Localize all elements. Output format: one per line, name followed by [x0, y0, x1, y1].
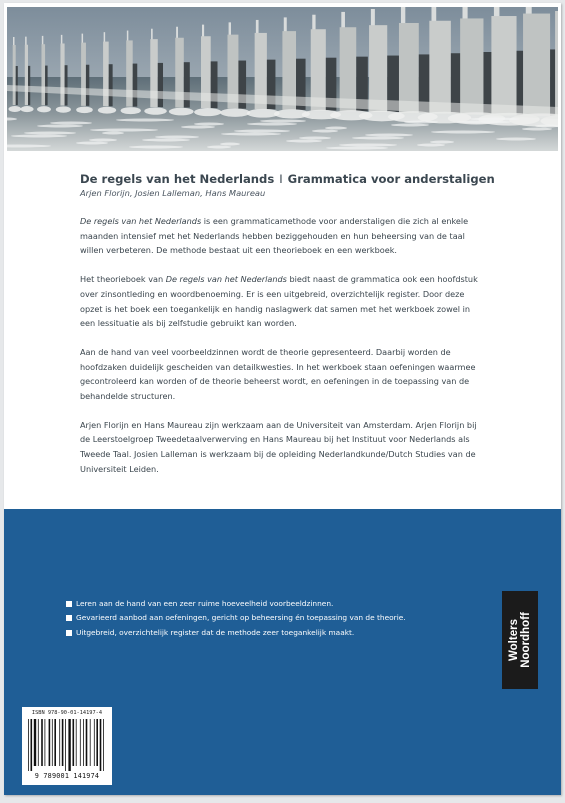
feature-list	[66, 597, 466, 640]
paragraph-2-text: biedt naast de grammatica ook een hoofdstuk over zinsontleding en woordbenoeming. Er is een uitgebreid, overzichtelijk register. Door deze opzet is het boek een toegankelijk en handig naslagwerk dat samen met het werkboek zowel in een lessituatie als bij zelfstudie gebruikt kan worden.	[80, 274, 478, 329]
description-paragraph-3: Aan de hand van veel voorbeeldzinnen wordt de theorie gepresenteerd. Daarbij worden de hoofdzaken duidelijk gescheiden van detailkwesties. In het werkboek staan oefeningen waarmee gecontroleerd kan worden of de theorie beheerst wordt, en oefeningen in de toepassing van de behandelde structuren.	[80, 346, 476, 402]
book-subtitle: Grammatica voor anderstaligen	[287, 172, 495, 186]
description-paragraph-1	[80, 214, 485, 258]
title-separator: I	[279, 172, 283, 186]
isbn-label: ISBN 978-90-01-14197-4	[31, 710, 103, 716]
barcode-box	[22, 707, 112, 785]
description-paragraph-2	[80, 272, 485, 331]
authors: Arjen Florijn, Josien Lalleman, Hans Maureau	[80, 188, 266, 198]
feature-item	[66, 626, 466, 640]
square-bullet-icon	[66, 630, 72, 636]
publisher-line-2: Noordhoff	[520, 612, 532, 668]
feature-item	[66, 597, 466, 611]
square-bullet-icon	[66, 601, 72, 607]
text-block	[80, 172, 495, 477]
square-bullet-icon	[66, 615, 72, 621]
isbn-number: 9 789001 141974	[34, 772, 100, 780]
cover-photo	[7, 7, 558, 151]
storm-barrier-photo	[7, 7, 558, 151]
blue-panel	[4, 509, 561, 795]
book-title-italic: De regels van het Nederlands	[165, 274, 287, 285]
feature-text: Gevarieerd aanbod aan oefeningen, gericht op beheersing én toepassing van de theorie.	[76, 613, 406, 623]
publisher-logo	[502, 591, 538, 689]
feature-item	[66, 611, 466, 625]
author-bio-paragraph: Arjen Florijn en Hans Maureau zijn werkzaam aan de Universiteit van Amsterdam. Arjen Florijn bij de Leerstoelgroep Tweedetaalverwerving en Hans Maureau bij het Instituut voor Nederlands als Tweede Taal. Josien Lalleman is werkzaam bij de opleiding Nederlandkunde/Dutch Studies van de Universiteit Leiden.	[80, 419, 477, 474]
paragraph-1-text: is een grammaticamethode voor anderstaligen die zich al enkele maanden intensief met het Nederlands hebben beziggehouden en hun beheersing van de taal willen verbeteren. De methode bestaat uit een theorieboek en een werkboek.	[80, 216, 469, 256]
feature-text: Leren aan de hand van een zeer ruime hoeveelheid voorbeeldzinnen.	[76, 599, 334, 608]
barcode-icon	[28, 719, 106, 771]
paragraph-2-start: Het theorieboek van	[80, 274, 166, 285]
book-title: De regels van het Nederlands	[80, 172, 275, 186]
feature-text: Uitgebreid, overzichtelijk register dat de methode zeer toegankelijk maakt.	[76, 627, 355, 637]
back-cover	[4, 3, 561, 795]
book-title-line	[80, 172, 495, 186]
publisher-line-1: Wolters	[508, 619, 520, 661]
publisher-name	[508, 612, 532, 668]
book-title-italic: De regels van het Nederlands	[80, 216, 202, 226]
